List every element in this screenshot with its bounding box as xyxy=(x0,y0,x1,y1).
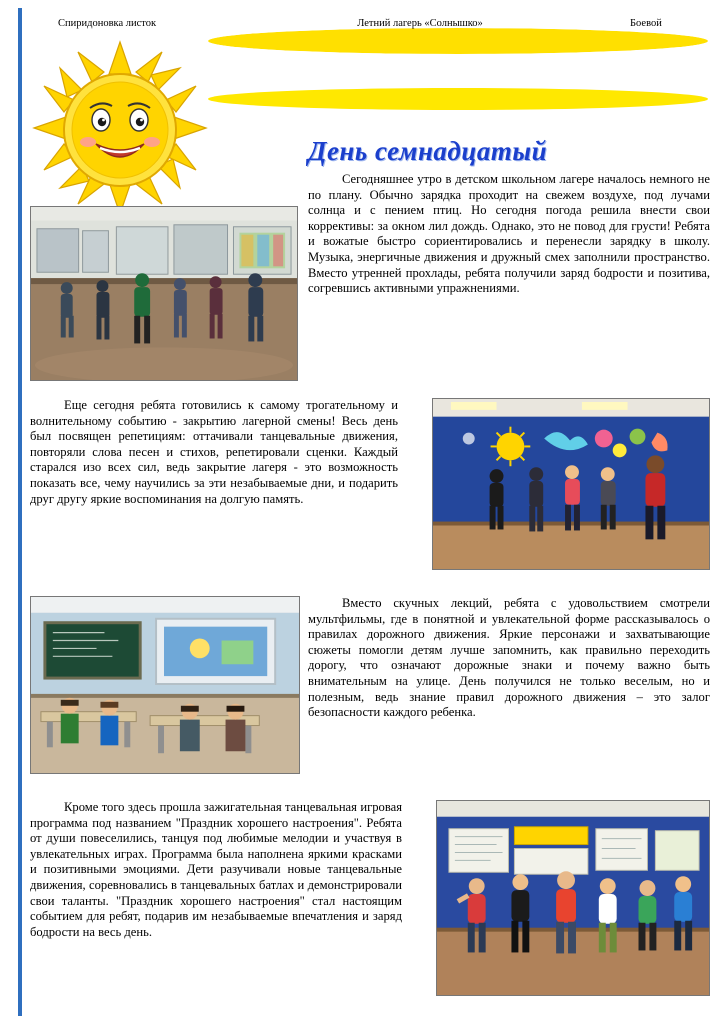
paragraph-1-text: Сегодняшнее утро в детском школьном лагере началось немного не по плану. Обычно зарядка проходит на свежем воздухе, под лучами солнца и с пением птиц. Но сегодня погода решила внести свои коррективы: за окном лил дождь. Однако, это не повод для грусти! Ребята и вожатые быстро сориентировались и перенесли зарядку в школу. Музыка, энергичные движения и дружный смех заполнили пространство. Вместо утренней прохлады, ребята получили заряд бодрости и позитива, согревшись активными упражнениями. xyxy=(308,172,710,296)
banner-shape-second xyxy=(208,88,708,110)
paragraph-traffic-rules xyxy=(308,596,710,721)
paragraph-4-text: Кроме того здесь прошла зажигательная танцевальная игровая программа под названием "Праздник хорошего настроения". Ребята от души повеселились, танцуя под любимые мелодии и участвуя в увлекательных играх. Программа была наполнена яркими красками и позитивными эмоциями. Дети разучивали новые танцевальные движения, соревновались в танцевальных батлах и демонстрировали свои таланты. "Праздник хорошего настроения" стал настоящим событием для ребят, подарив им незабываемые впечатления и заряд бодрости на весь день. xyxy=(30,800,402,939)
paragraph-dance-program xyxy=(30,800,402,940)
header-center-text: Летний лагерь «Солнышко» xyxy=(357,18,483,29)
photo-morning-exercise xyxy=(30,206,298,381)
paragraph-3-text: Вместо скучных лекций, ребята с удовольствием смотрели мультфильмы, где в понятной и увлекательной форме рассказывалось о правилах дорожного движения. Яркие персонажи и захватывающие сюжеты помогли детям лучше запомнить, как правильно переходить дорогу, что означают дорожные знаки и почему важно быть внимательным на улице. День получился не только веселым, но и полезным, ведь знание правил дорожного движения – это залог безопасности каждого ребенка. xyxy=(308,596,710,720)
photo-rehearsal xyxy=(432,398,710,570)
header-right-text: Боевой xyxy=(630,18,662,29)
left-accent-border xyxy=(18,8,22,1016)
header-left-text: Спиридоновка листок xyxy=(58,18,157,29)
page-title: День семнадцатый xyxy=(308,136,548,166)
photo-dance-program xyxy=(436,800,710,996)
sun-icon xyxy=(30,38,210,218)
paragraph-rehearsal xyxy=(30,398,398,507)
photo-classroom-cartoons xyxy=(30,596,300,774)
paragraph-2-text: Еще сегодня ребята готовились к самому трогательному и волнительному событию - закрытию лагерной смены! Весь день был посвящен репетициям: оттачивали танцевальные движения, повторяли слова песен и стихов, репетировали сценки. Каждый старался изо всех сил, ведь закрытие лагеря - это возможность показать все, чему научились за эти незабываемые дни, и подарить друг другу яркие воспоминания на долгую память. xyxy=(30,398,398,506)
paragraph-morning-exercise xyxy=(308,172,710,297)
